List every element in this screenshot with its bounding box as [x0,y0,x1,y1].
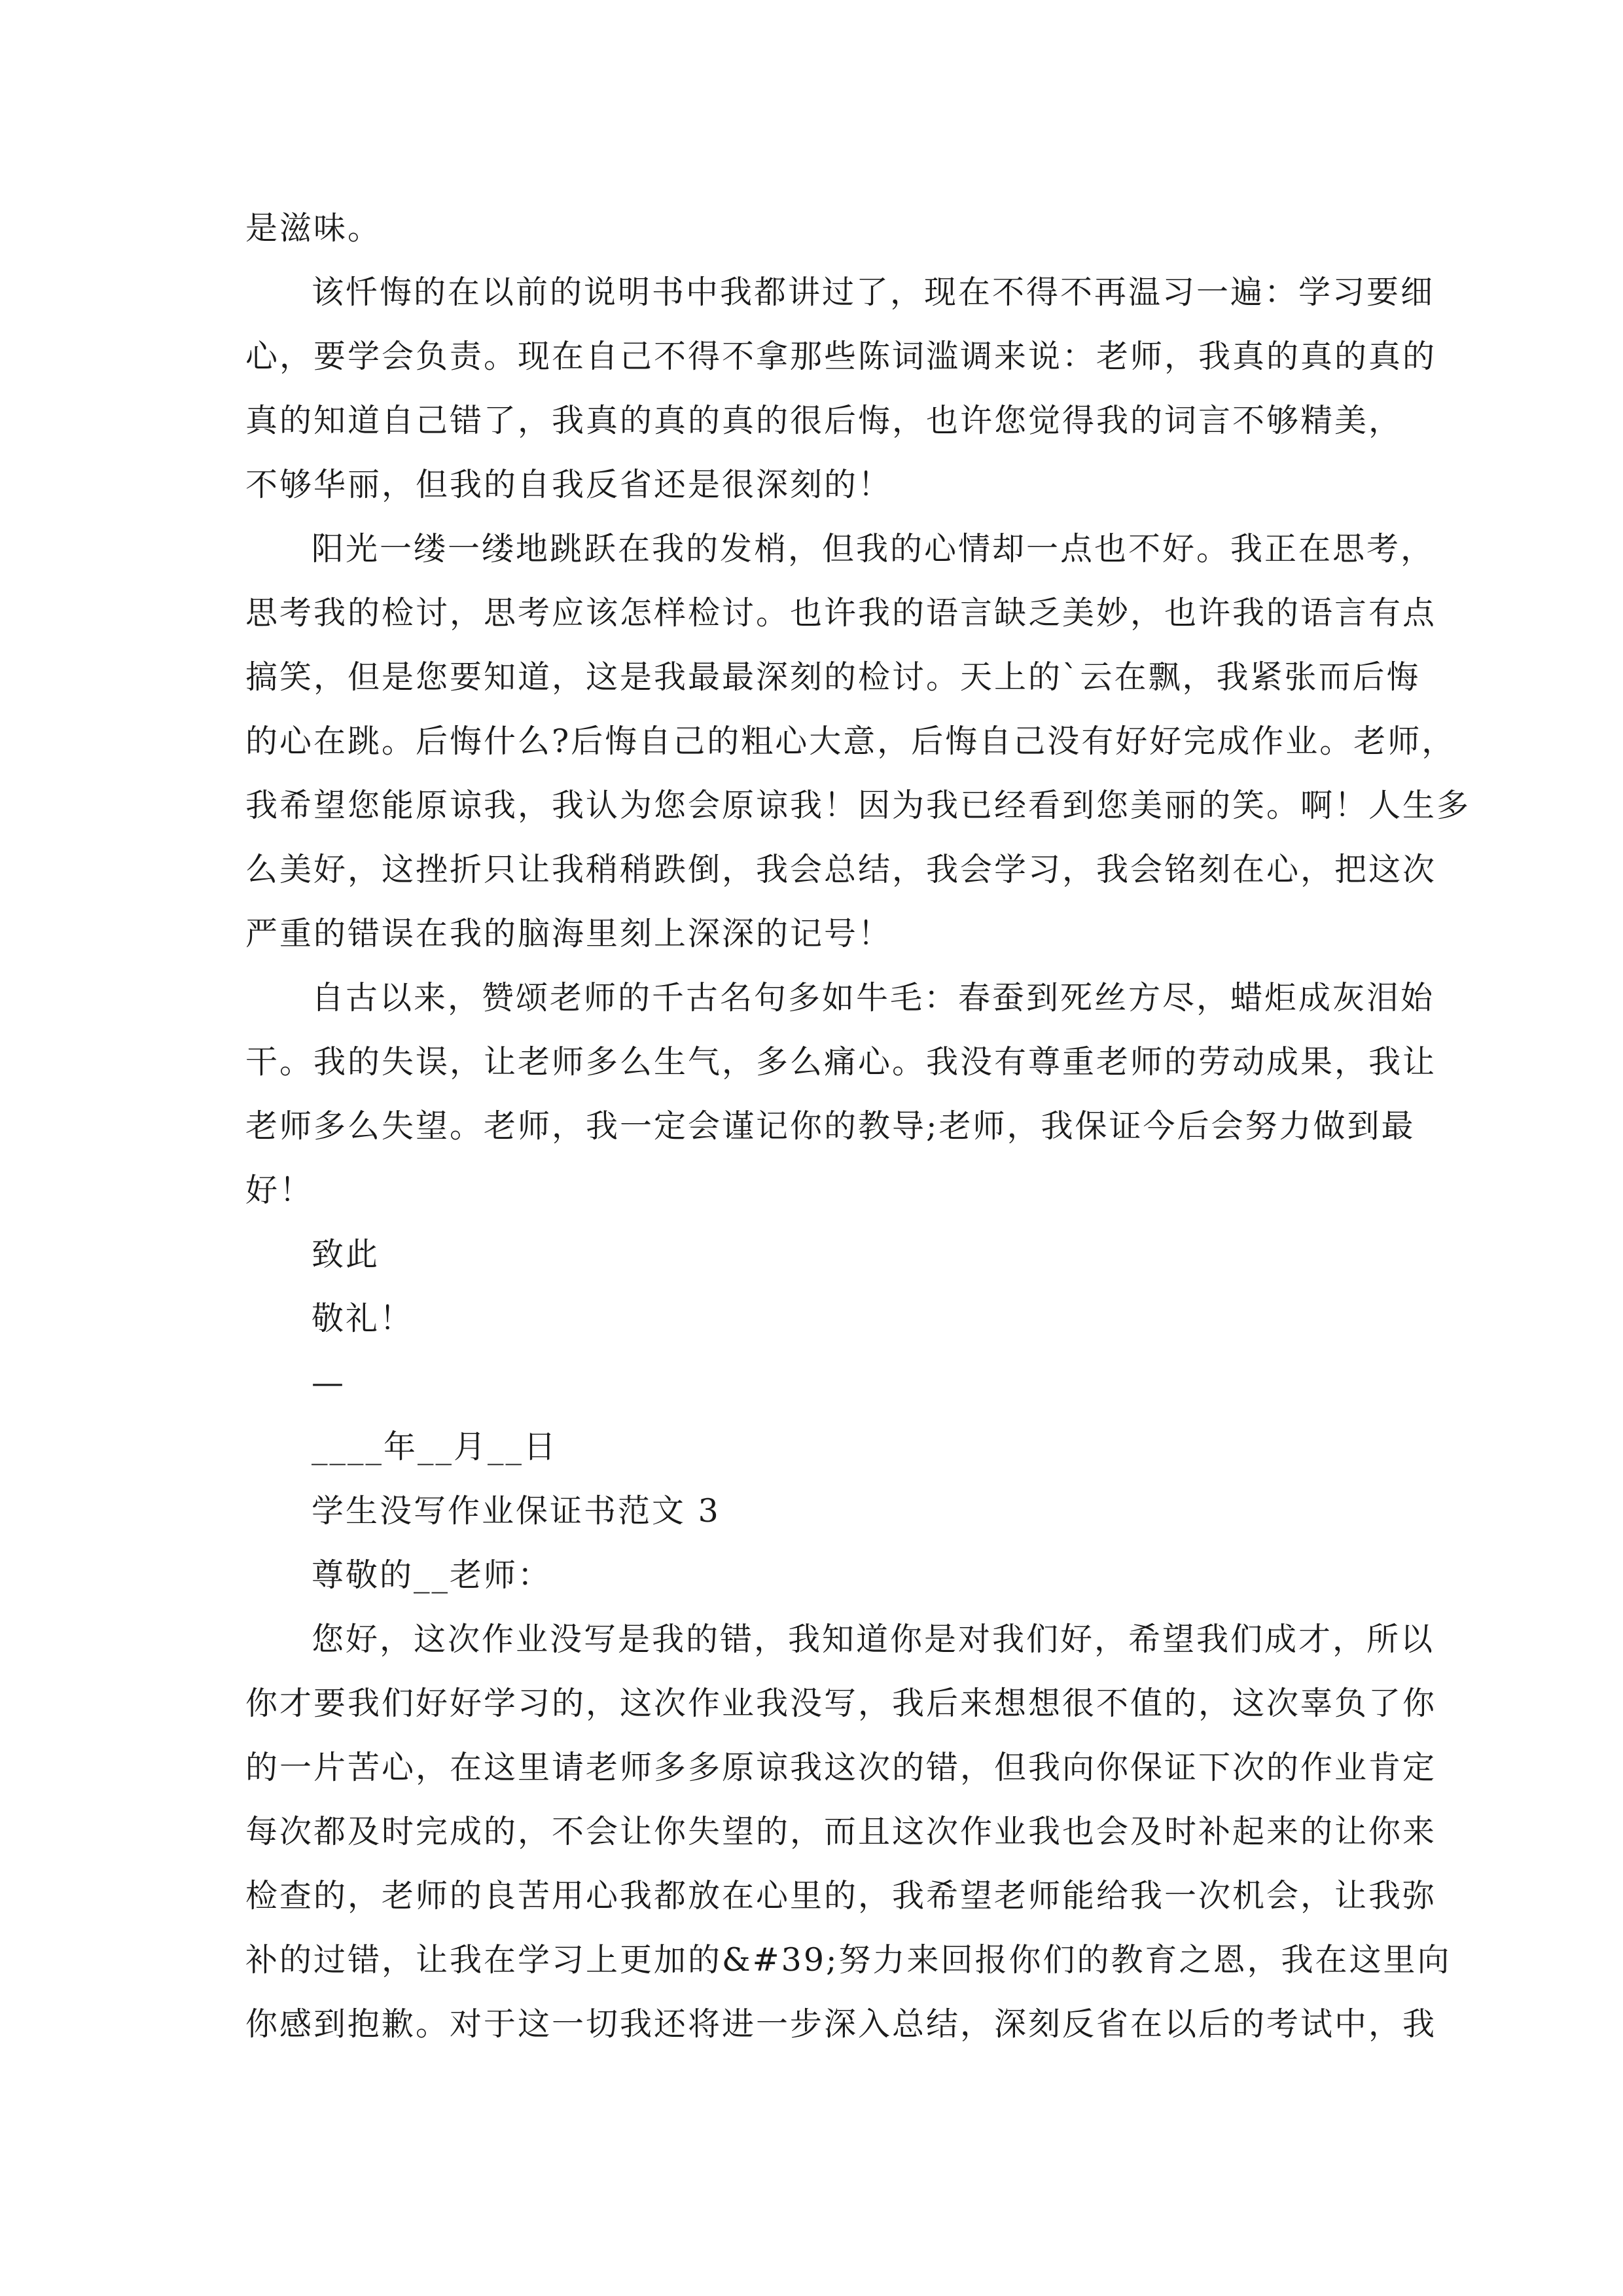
text-line: 老师多么失望。老师，我一定会谨记你的教导;老师，我保证今后会努力做到最 [245,1107,1416,1145]
text-line: 每次都及时完成的，不会让你失望的，而且这次作业我也会及时补起来的让你来 [245,1813,1437,1850]
text-line: 么美好，这挫折只让我稍稍跌倒，我会总结，我会学习，我会铭刻在心，把这次 [245,851,1437,888]
text-line: 检查的，老师的良苦用心我都放在心里的，我希望老师能给我一次机会，让我弥 [245,1877,1437,1914]
text-line: 不够华丽，但我的自我反省还是很深刻的！ [245,466,893,503]
text-line: 是滋味。 [245,209,382,247]
greeting: 尊敬的__老师： [312,1556,552,1594]
section-title: 学生没写作业保证书范文 3 [312,1492,721,1530]
text-line: 您好，这次作业没写是我的错，我知道你是对我们好，希望我们成才，所以 [312,1621,1435,1658]
text-line: 严重的错误在我的脑海里刻上深深的记号！ [245,915,893,952]
text-line: 思考我的检讨，思考应该怎样检讨。也许我的语言缺乏美妙，也许我的语言有点 [245,594,1437,632]
text-line: 你感到抱歉。对于这一切我还将进一步深入总结，深刻反省在以后的考试中，我 [245,2005,1437,2043]
document-body [245,196,1471,2056]
text-line: 搞笑，但是您要知道，这是我最最深刻的检讨。天上的`云在飘，我紧张而后悔 [245,658,1421,696]
date-line: ____年__月__日 [312,1428,558,1465]
text-line: 补的过错，让我在学习上更加的&#39;努力来回报你们的教育之恩，我在这里向 [245,1941,1452,1979]
closing-respect: 敬礼！ [312,1300,414,1337]
text-line: 自古以来，赞颂老师的千古名句多如牛毛：春蚕到死丝方尽，蜡炬成灰泪始 [312,979,1435,1016]
closing-salutation: 致此 [312,1236,380,1273]
text-line: 你才要我们好好学习的，这次作业我没写，我后来想想很不值的，这次辜负了你 [245,1685,1437,1722]
signature-line: — [312,1364,346,1401]
text-line: 我希望您能原谅我，我认为您会原谅我！因为我已经看到您美丽的笑。啊！人生多 [245,787,1471,824]
text-line: 该忏悔的在以前的说明书中我都讲过了，现在不得不再温习一遍：学习要细 [312,274,1435,311]
text-line: 阳光一缕一缕地跳跃在我的发梢，但我的心情却一点也不好。我正在思考， [312,530,1435,567]
text-line: 的一片苦心，在这里请老师多多原谅我这次的错，但我向你保证下次的作业肯定 [245,1749,1437,1786]
text-line: 心，要学会负责。现在自己不得不拿那些陈词滥调来说：老师，我真的真的真的 [245,338,1437,375]
text-line: 好！ [245,1172,314,1209]
text-line: 干。我的失误，让老师多么生气，多么痛心。我没有尊重老师的劳动成果，我让 [245,1043,1437,1081]
text-line: 的心在跳。后悔什么?后悔自己的粗心大意，后悔自己没有好好完成作业。老师， [245,723,1456,760]
text-line: 真的知道自己错了，我真的真的真的很后悔，也许您觉得我的词言不够精美， [245,402,1403,439]
